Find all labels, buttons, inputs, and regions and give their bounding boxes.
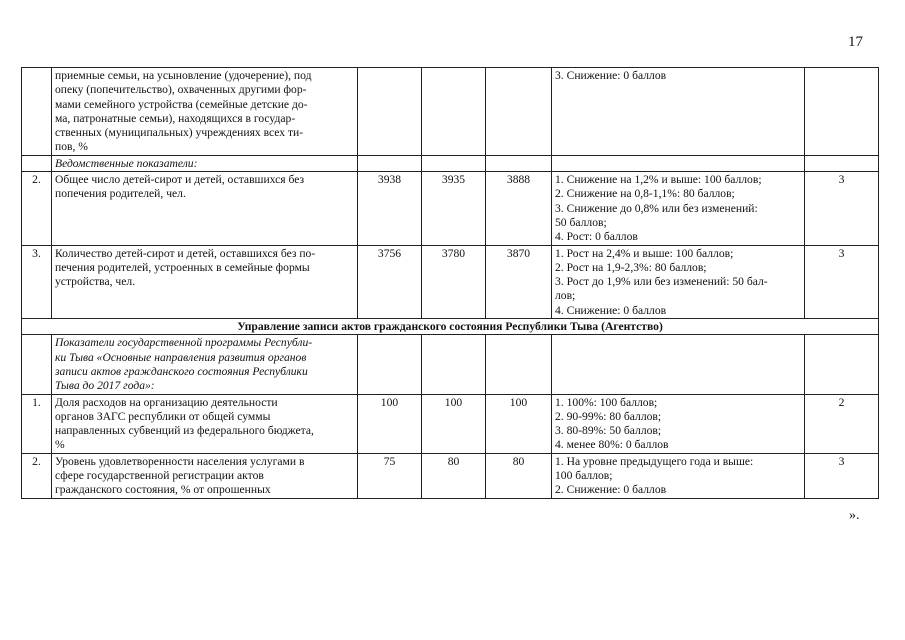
subsection-label: Ведомственные показатели:: [52, 155, 358, 171]
indicator-name: Уровень удовлетворенности населения услугами в сфере государственной регистрации актов гражданского состояния, % от опрошенных: [52, 453, 358, 498]
table-row: [22, 172, 879, 245]
value-year-2: 3780: [422, 245, 486, 318]
page-number: 17: [848, 34, 863, 50]
indicators-table: [21, 67, 879, 499]
scoring-criteria: 1. На уровне предыдущего года и выше: 100 баллов; 2. Снижение: 0 баллов: [552, 453, 805, 498]
indicator-name: Общее число детей-сирот и детей, оставшихся без попечения родителей, чел.: [52, 172, 358, 245]
indicator-name: Количество детей-сирот и детей, оставшихся без по- печения родителей, устроенных в семейные формы устройства, чел.: [52, 245, 358, 318]
table-row: [22, 68, 879, 156]
table-row: [22, 453, 879, 498]
weight: 3: [805, 245, 879, 318]
table-row: [22, 394, 879, 453]
scoring-criteria: 1. Рост на 2,4% и выше: 100 баллов; 2. Рост на 1,9-2,3%: 80 баллов; 3. Рост до 1,9% или без изменений: 50 бал- лов; 4. Снижение: 0 баллов: [552, 245, 805, 318]
value-year-1: 75: [358, 453, 422, 498]
value-year-2: 80: [422, 453, 486, 498]
indicator-name: приемные семьи, на усыновление (удочерение), под опеку (попечительство), охваченных другими фор- мами семейного устройства (семейные детские до- ма, патронатные семьи), находящихся в государ- ственных (муниципальных) учреждениях всех ти- пов, %: [52, 68, 358, 156]
subsection-label: Показатели государственной программы Республи- ки Тыва «Основные направления развития органов записи актов гражданского состояния Республики Тыва до 2017 года»:: [52, 335, 358, 394]
weight: 3: [805, 453, 879, 498]
table-row: [22, 245, 879, 318]
section-heading: Управление записи актов гражданского состояния Республики Тыва (Агентство): [22, 319, 879, 335]
value-year-3: 3888: [486, 172, 552, 245]
value-year-1: 100: [358, 394, 422, 453]
table-row: [22, 155, 879, 171]
value-year-3: 80: [486, 453, 552, 498]
row-number: 2.: [22, 172, 52, 245]
closing-quote-mark: ».: [849, 508, 860, 523]
row-number: 2.: [22, 453, 52, 498]
value-year-2: 100: [422, 394, 486, 453]
weight: 2: [805, 394, 879, 453]
value-year-3: 3870: [486, 245, 552, 318]
table-row: [22, 335, 879, 394]
table-row: [22, 319, 879, 335]
value-year-1: 3938: [358, 172, 422, 245]
value-year-1: 3756: [358, 245, 422, 318]
row-number: 3.: [22, 245, 52, 318]
indicator-name: Доля расходов на организацию деятельности органов ЗАГС республики от общей суммы направленных субвенций из федерального бюджета, %: [52, 394, 358, 453]
value-year-3: 100: [486, 394, 552, 453]
scoring-criteria: 3. Снижение: 0 баллов: [552, 68, 805, 156]
value-year-2: 3935: [422, 172, 486, 245]
scoring-criteria: 1. Снижение на 1,2% и выше: 100 баллов; 2. Снижение на 0,8-1,1%: 80 баллов; 3. Снижение до 0,8% или без изменений: 50 баллов; 4. Рост: 0 баллов: [552, 172, 805, 245]
scoring-criteria: 1. 100%: 100 баллов; 2. 90-99%: 80 баллов; 3. 80-89%: 50 баллов; 4. менее 80%: 0 баллов: [552, 394, 805, 453]
row-number: 1.: [22, 394, 52, 453]
weight: 3: [805, 172, 879, 245]
